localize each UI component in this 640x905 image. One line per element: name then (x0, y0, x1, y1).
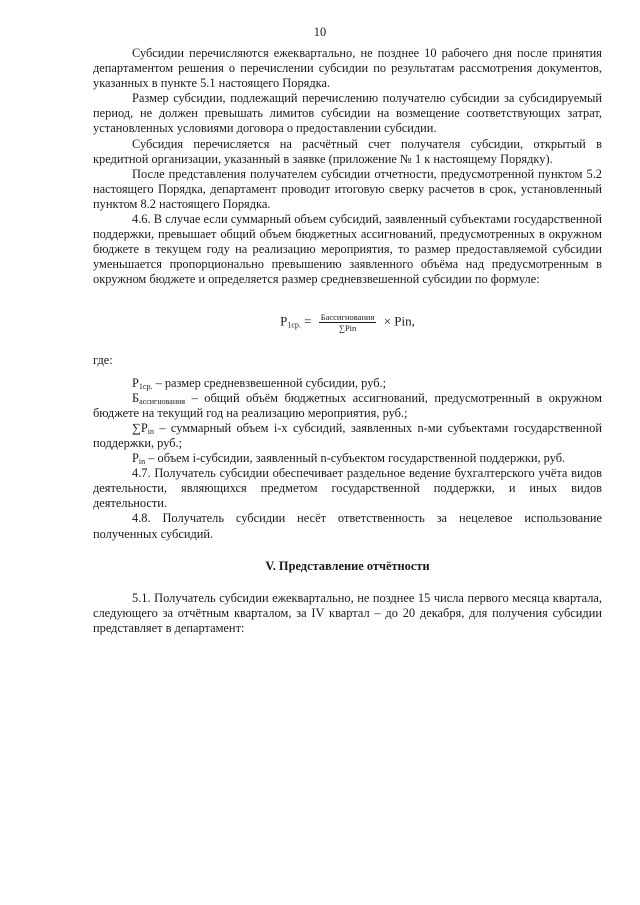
formula-denominator: ∑Pin (338, 322, 357, 333)
where-label: где: (93, 352, 113, 367)
formula-numerator: Бассигнования (320, 311, 375, 322)
section-heading: V. Представление отчётности (265, 558, 430, 573)
paragraph: Субсидии перечисляются ежеквартально, не позднее 10 рабочего дня после принятия департаментом решения о перечислении субсидии по результатам рассмотрения документов, указанных в пункте 5.1 настоящего Порядка. (93, 46, 602, 91)
formula-fraction (319, 312, 377, 333)
paragraph: 4.6. В случае если суммарный объем субсидий, заявленный субъектами государственной поддержки, превышает общий объем бюджетных ассигнований, предусмотренных в окружном бюджете в текущем году на реализацию мероприятия, то размер предоставляемой субсидии уменьшается пропорционально превышению заявленного объёма над предусмотренным в окружном бюджете и определяется размер средневзвешенной субсидии по формуле: (93, 212, 602, 287)
weighted-subsidy-formula (93, 312, 602, 333)
formula-tail: × Pin, (383, 312, 415, 328)
paragraph: После представления получателем субсидии отчетности, предусмотренной пунктом 5.2 настоящего Порядка, департамент проводит итоговую сверку расчетов в срок, установленный пунктом 8.2 настоящего Порядка. (93, 166, 602, 211)
paragraph: 4.7. Получатель субсидии обеспечивает раздельное ведение бухгалтерского учёта видов деятельности, являющихся предметом государственной поддержки, и иных видов деятельности. (93, 466, 602, 511)
definition: $Б_{ассигнования}$ – общий объём бюджетных ассигнований, предусмотренный в окружном бюджете на текущий год на реализацию мероприятия, руб.; (93, 390, 602, 420)
paragraph: 5.1. Получатель субсидии ежеквартально, не позднее 15 числа первого месяца квартала, следующего за отчётным кварталом, за IV квартал – до 20 декабря, для получения субсидии представляет в департамент: (93, 590, 602, 635)
paragraph: Размер субсидии, подлежащий перечислению получателю субсидии за субсидируемый период, не должен превышать лимитов субсидии на возмещение соответствующих затрат, установленных условиями договора о предоставлении субсидии. (93, 91, 602, 136)
paragraph: 4.8. Получатель субсидии несёт ответственность за нецелевое использование полученных субсидий. (93, 511, 602, 541)
formula-eq: = (304, 312, 312, 328)
paragraph: Субсидия перечисляется на расчётный счет получателя субсидии, открытый в кредитной организации, указанный в заявке (приложение № 1 к настоящему Порядку). (93, 136, 602, 166)
definition: $\sum P_{in}$ – суммарный объем i-х субсидий, заявленных n-ми субъектами государственной поддержки, руб.; (93, 420, 602, 450)
formula-lhs: P (280, 312, 288, 328)
definition: $P_{1ср.}$ – размер средневзвешенной субсидии, руб.; (132, 375, 387, 391)
definition: $P_{in}$ – объем i-субсидии, заявленный n-субъектом государственной поддержки, руб. (132, 451, 566, 467)
page-number: 10 (313, 25, 327, 39)
formula-lhs-sub: 1ср. (287, 319, 301, 329)
document-body (93, 46, 602, 636)
